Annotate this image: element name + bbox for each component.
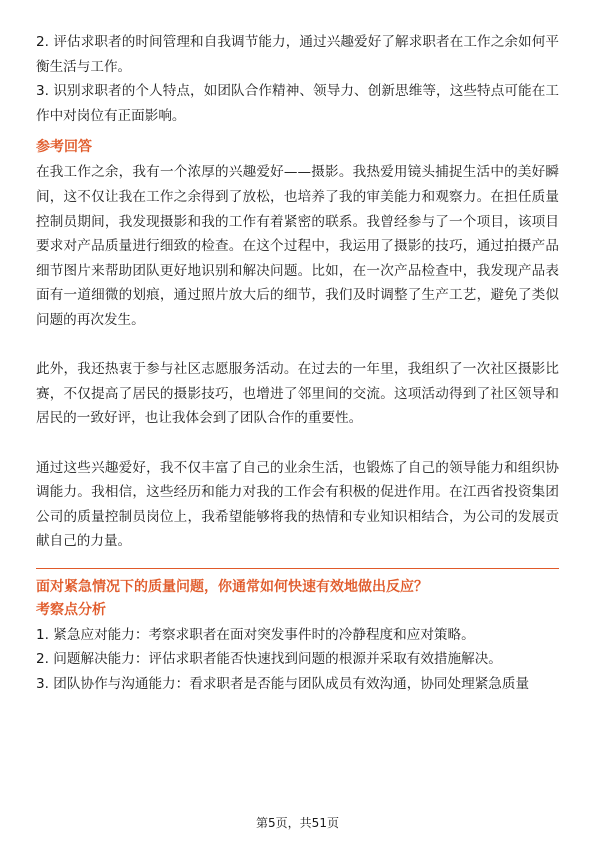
page-number: 第5页，共51页 — [256, 816, 339, 830]
intro-list — [36, 30, 559, 128]
answer-paragraph: 通过这些兴趣爱好，我不仅丰富了自己的业余生活，也锻炼了自己的领导能力和组织协调能力。我相信，这些经历和能力对我的工作会有积极的促进作用。在江西省投资集团公司的质量控制员岗位上，我希望能够将我的热情和专业知识相结合，为公司的发展贡献自己的力量。 — [36, 459, 559, 550]
analysis-list — [36, 623, 559, 697]
list-item: 3. 团队协作与沟通能力：看求职者是否能与团队成员有效沟通，协同处理紧急质量 — [36, 676, 530, 693]
answer-paragraph: 在我工作之余，我有一个浓厚的兴趣爱好——摄影。我热爱用镜头捕捉生活中的美好瞬间，这不仅让我在工作之余得到了放松，也培养了我的审美能力和观察力。在担任质量控制员期间，我发现摄影和我的工作有着紧密的联系。我曾经参与了一个项目，该项目要求对产品质量进行细致的检查。在这个过程中，我运用了摄影的技巧，通过拍摄产品细节图片来帮助团队更好地识别和解决问题。比如，在一次产品检查中，我发现产品表面有一道细微的划痕，通过照片放大后的细节，我们及时调整了生产工艺，避免了类似问题的再次发生。 — [36, 164, 559, 328]
reference-answer-body — [36, 160, 559, 554]
document-page — [36, 30, 559, 697]
list-item: 3. 识别求职者的个人特点，如团队合作精神、领导力、创新思维等，这些特点可能在工作中对岗位有正面影响。 — [36, 83, 559, 124]
section-divider — [36, 568, 559, 569]
reference-answer-heading: 参考回答 — [36, 139, 92, 156]
list-item: 1. 紧急应对能力：考察求职者在面对突发事件时的冷静程度和应对策略。 — [36, 626, 475, 643]
answer-paragraph: 此外，我还热衷于参与社区志愿服务活动。在过去的一年里，我组织了一次社区摄影比赛，不仅提高了居民的摄影技巧，也增进了邻里间的交流。这项活动得到了社区领导和居民的一致好评，也让我体会到了团队合作的重要性。 — [36, 361, 559, 427]
analysis-heading: 考察点分析 — [36, 601, 106, 618]
question-title: 面对紧急情况下的质量问题，你通常如何快速有效地做出反应？ — [36, 578, 428, 595]
list-item: 2. 评估求职者的时间管理和自我调节能力，通过兴趣爱好了解求职者在工作之余如何平衡生活与工作。 — [36, 34, 559, 75]
list-item: 2. 问题解决能力：评估求职者能否快速找到问题的根源并采取有效措施解决。 — [36, 651, 502, 668]
